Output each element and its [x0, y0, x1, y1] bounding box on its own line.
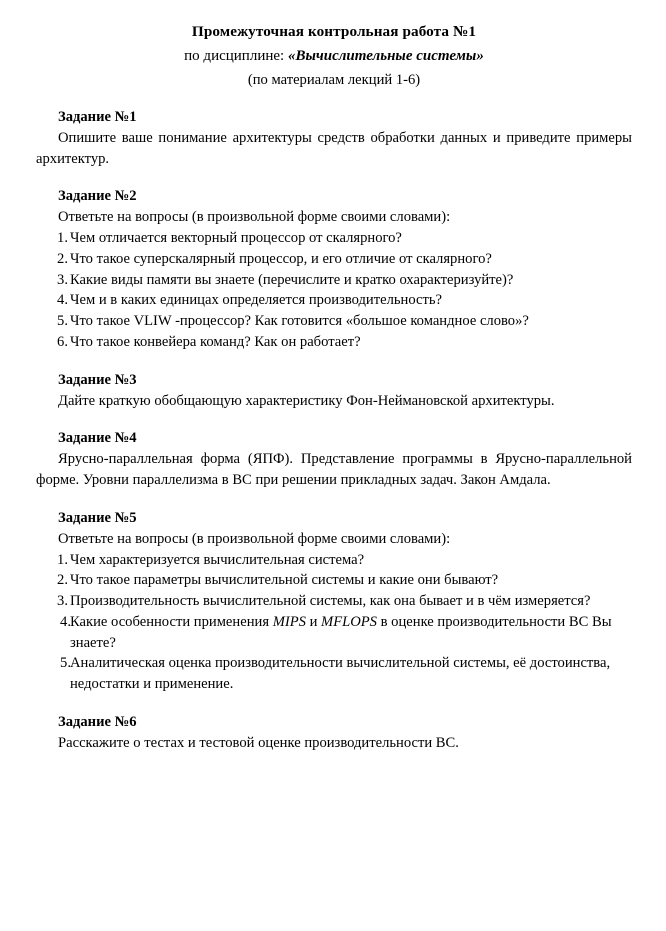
subtitle-prefix: по дисциплине: — [184, 47, 288, 64]
question-text-mid: и — [305, 613, 322, 630]
task-1-heading: Задание №1 — [58, 108, 137, 125]
question-text: Что такое суперскалярный процессор, и его отличие от скалярного? — [70, 250, 492, 267]
question-text: Что такое параметры вычислительной системы и какие они бывают? — [70, 572, 499, 589]
metric-mips: MIPS — [272, 613, 306, 630]
discipline-name: «Вычислительные системы» — [287, 47, 484, 64]
list-item — [36, 612, 632, 653]
task-1 — [36, 107, 632, 170]
task-2-heading: Задание №2 — [58, 188, 137, 205]
question-text: Чем характеризуется вычислительная система? — [70, 551, 365, 568]
task-5-body: Ответьте на вопросы (в произвольной форме своими словами): — [58, 531, 451, 548]
list-item — [36, 653, 632, 694]
document-subtitle — [36, 46, 632, 67]
task-5 — [36, 508, 632, 695]
list-item — [36, 290, 632, 311]
task-6-heading: Задание №6 — [58, 713, 137, 730]
list-item — [36, 570, 632, 591]
metric-mflops: MFLOPS — [321, 613, 377, 630]
list-item — [36, 311, 632, 332]
task-5-question-list — [36, 550, 632, 695]
task-1-body: Опишите ваше понимание архитектуры средств обработки данных и приведите примеры архитектур. — [36, 129, 632, 167]
document-header — [36, 22, 632, 90]
question-text-before: Какие особенности применения — [70, 613, 273, 630]
task-6 — [36, 712, 632, 754]
task-4 — [36, 428, 632, 491]
question-text: Что такое VLIW -процессор? Как готовится «большое командное слово»? — [70, 313, 529, 330]
page-title: Промежуточная контрольная работа №1 — [191, 23, 477, 40]
list-item — [36, 550, 632, 571]
list-item — [36, 332, 632, 353]
task-4-body: Ярусно-параллельная форма (ЯПФ). Представление программы в Ярусно-параллельной форме. Уровни параллелизма в ВС при решении прикладных задач. Закон Амдала. — [36, 451, 632, 489]
question-text-after: в оценке производительности ВС Вы знаете? — [70, 613, 612, 651]
document-note: (по материалам лекций 1-6) — [247, 71, 421, 88]
question-text: Какие виды памяти вы знаете (перечислите и кратко охарактеризуйте)? — [70, 271, 514, 288]
list-item — [36, 591, 632, 612]
question-text: Аналитическая оценка производительности вычислительной системы, её достоинства, недостатки и применение. — [70, 655, 611, 693]
task-2-body: Ответьте на вопросы (в произвольной форме своими словами): — [58, 209, 451, 226]
task-6-body: Расскажите о тестах и тестовой оценке производительности ВС. — [58, 734, 459, 751]
task-3-heading: Задание №3 — [58, 371, 137, 388]
task-2-question-list — [36, 228, 632, 352]
list-item — [36, 249, 632, 270]
task-5-heading: Задание №5 — [58, 509, 137, 526]
task-3-body: Дайте краткую обобщающую характеристику Фон-Неймановской архитектуры. — [58, 392, 555, 409]
list-item — [36, 270, 632, 291]
task-2 — [36, 186, 632, 352]
question-text: Чем отличается векторный процессор от скалярного? — [70, 230, 402, 247]
question-text: Чем и в каких единицах определяется производительность? — [70, 292, 442, 309]
task-4-heading: Задание №4 — [58, 430, 137, 447]
question-text: Что такое конвейера команд? Как он работает? — [70, 333, 361, 350]
list-item — [36, 228, 632, 249]
task-3 — [36, 370, 632, 412]
question-text: Производительность вычислительной системы, как она бывает и в чём измеряется? — [70, 593, 591, 610]
